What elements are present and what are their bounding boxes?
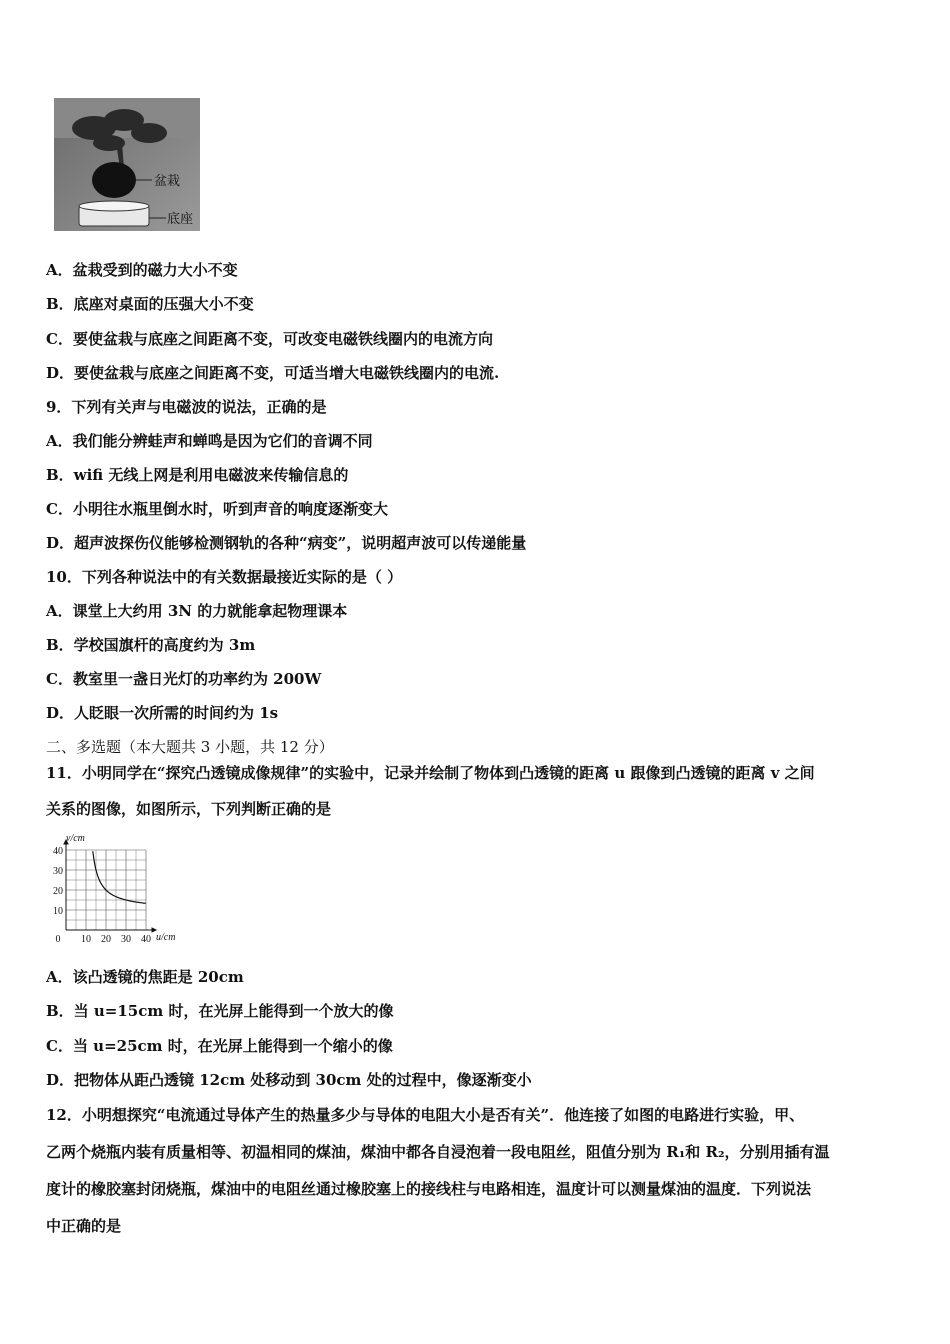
q9-option-d: D．超声波探伤仪能够检测钢轨的各种“病变”，说明超声波可以传递能量 bbox=[46, 534, 527, 552]
q9-option-c: C．小明往水瓶里倒水时，听到声音的响度逐渐变大 bbox=[46, 500, 388, 518]
x-tick-label: 10 bbox=[81, 934, 91, 945]
label-base: 底座 bbox=[167, 211, 194, 226]
x-tick-label: 20 bbox=[101, 934, 111, 945]
uv-graph bbox=[40, 830, 200, 950]
y-tick-label: 10 bbox=[53, 906, 63, 917]
q11-option-b: B．当 u=15cm 时，在光屏上能得到一个放大的像 bbox=[46, 1002, 394, 1020]
q10-option-a: A．课堂上大约用 3N 的力就能拿起物理课本 bbox=[46, 602, 348, 620]
section-title: 二、多选题（本大题共 3 小题，共 12 分） bbox=[46, 738, 334, 756]
x-tick-label: 40 bbox=[141, 934, 151, 945]
graph-ylabel: v/cm bbox=[66, 833, 85, 844]
q11-stem-line2: 关系的图像，如图所示，下列判断正确的是 bbox=[46, 800, 332, 818]
q8-option-d: D．要使盆栽与底座之间距离不变，可适当增大电磁铁线圈内的电流. bbox=[46, 364, 500, 382]
q8-option-c: C．要使盆栽与底座之间距离不变，可改变电磁铁线圈内的电流方向 bbox=[46, 330, 493, 348]
q11-option-a: A．该凸透镜的焦距是 20cm bbox=[46, 968, 244, 986]
q12-line-4: 中正确的是 bbox=[46, 1217, 122, 1235]
q9-option-b: B．wifi 无线上网是利用电磁波来传输信息的 bbox=[46, 466, 349, 484]
graph-xlabel: u/cm bbox=[156, 932, 176, 943]
q11-option-d: D．把物体从距凸透镜 12cm 处移动到 30cm 处的过程中，像逐渐变小 bbox=[46, 1071, 532, 1089]
q10-option-c: C．教室里一盏日光灯的功率约为 200W bbox=[46, 670, 322, 688]
q8-option-a: A．盆栽受到的磁力大小不变 bbox=[46, 261, 238, 279]
q10-stem: 10．下列各种说法中的有关数据最接近实际的是（ ） bbox=[46, 568, 403, 586]
q11-stem-line1: 11．小明同学在“探究凸透镜成像规律”的实验中，记录并绘制了物体到凸透镜的距离 u 跟像到凸透镜的距离 v 之间 bbox=[46, 764, 815, 782]
x-tick-label: 0 bbox=[55, 934, 61, 945]
x-tick-label: 30 bbox=[121, 934, 131, 945]
q10-option-b: B．学校国旗杆的高度约为 3m bbox=[46, 636, 256, 654]
y-tick-label: 30 bbox=[53, 866, 63, 877]
q9-option-a: A．我们能分辨蛙声和蝉鸣是因为它们的音调不同 bbox=[46, 432, 373, 450]
graph-curve bbox=[93, 851, 146, 903]
graph-axes bbox=[64, 840, 156, 932]
q12-line-2: 乙两个烧瓶内装有质量相等、初温相同的煤油，煤油中都各自浸泡着一段电阻丝，阻值分别为 R₁和 R₂，分别用插有温 bbox=[46, 1143, 830, 1161]
q10-option-d: D．人眨眼一次所需的时间约为 1s bbox=[46, 704, 279, 722]
y-tick-label: 20 bbox=[53, 886, 63, 897]
q12-line-1: 12．小明想探究“电流通过导体产生的热量多少与导体的电阻大小是否有关”．他连接了如图的电路进行实验，甲、 bbox=[46, 1106, 805, 1124]
y-tick-label: 40 bbox=[53, 846, 63, 857]
bonsai-photo bbox=[54, 98, 200, 231]
axis-lines bbox=[64, 840, 156, 932]
q11-option-c: C．当 u=25cm 时，在光屏上能得到一个缩小的像 bbox=[46, 1037, 393, 1055]
q12-line-3: 度计的橡胶塞封闭烧瓶，煤油中的电阻丝通过橡胶塞上的接线柱与电路相连，温度计可以测量煤油的温度．下列说法 bbox=[46, 1180, 812, 1198]
q9-stem: 9．下列有关声与电磁波的说法，正确的是 bbox=[46, 398, 327, 416]
label-pot: 盆栽 bbox=[154, 173, 181, 188]
q8-option-b: B．底座对桌面的压强大小不变 bbox=[46, 295, 254, 313]
